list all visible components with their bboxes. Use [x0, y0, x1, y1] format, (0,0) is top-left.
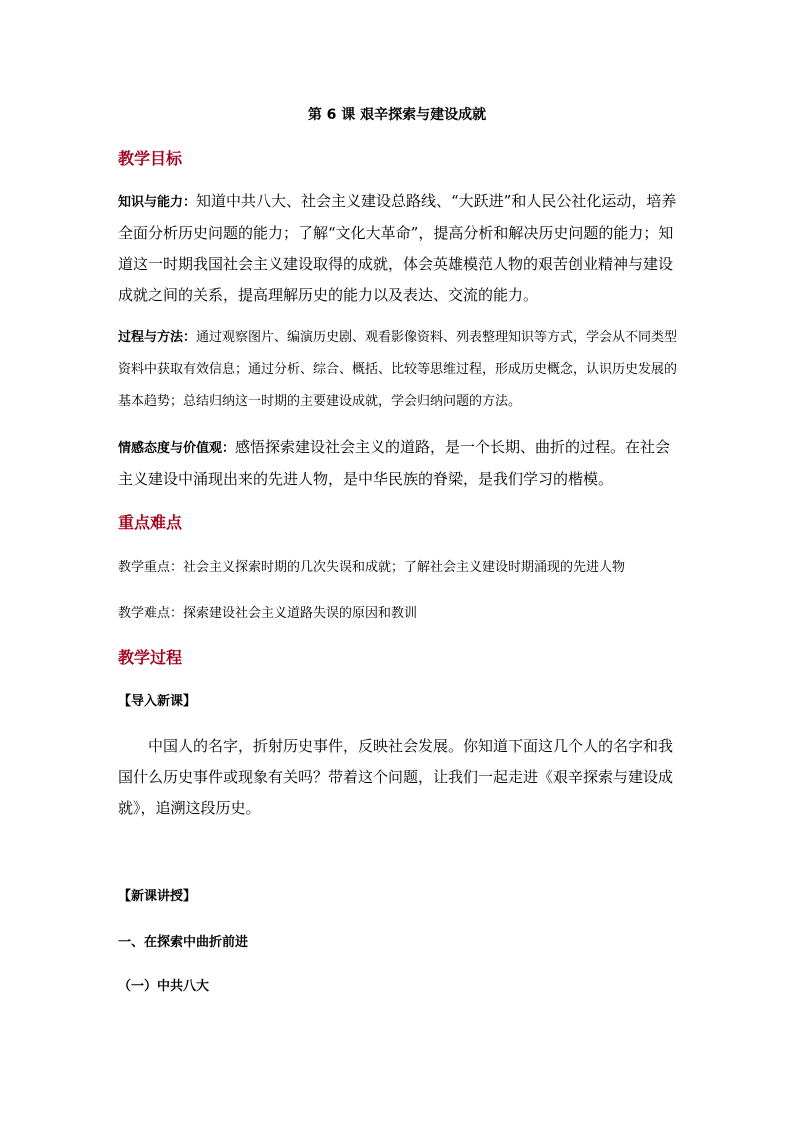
knowledge-label: 知识与能力：: [118, 195, 197, 210]
sub-one-heading: （一）中共八大: [118, 979, 210, 994]
emotion-paragraph: [118, 432, 678, 495]
teaching-difficulty: 教学难点：探索建设社会主义道路失误的原因和教训: [118, 606, 418, 621]
knowledge-paragraph: [118, 186, 678, 311]
knowledge-text: 知道中共八大、社会主义建设总路线、“大跃进”和人民公社化运动，培养全面分析历史问题的能力；了解“文化大革命”，提高分析和解决历史问题的能力；知道这一时期我国社会主义建设取得的成就，体会英雄模范人物的艰苦创业精神与建设成就之间的关系，提高理解历史的能力以及表达、交流的能力。: [118, 192, 677, 304]
objectives-heading: 教学目标: [118, 149, 183, 168]
process-method-paragraph: [118, 322, 678, 418]
process-method-text: 通过观察图片、编演历史剧、观看影像资料、列表整理知识等方式，学会从不同类型资料中获取有效信息；通过分析、综合、概括、比较等思维过程，形成历史概念，认识历史发展的基本趋势；总结归纳这一时期的主要建设成就，学会归纳问题的方法。: [118, 330, 678, 409]
emotion-label: 情感态度与价值观：: [118, 441, 236, 456]
emotion-text: 感悟探索建设社会主义的道路，是一个长期、曲折的过程。在社会主义建设中涌现出来的先进人物，是中华民族的脊梁，是我们学习的楷模。: [118, 438, 671, 488]
process-method-label: 过程与方法：: [118, 330, 197, 345]
teaching-focus: 教学重点：社会主义探索时期的几次失误和成就；了解社会主义建设时期涌现的先进人物: [118, 560, 626, 575]
intro-label: 【导入新课】: [118, 694, 197, 709]
teaching-process-heading: 教学过程: [118, 648, 183, 667]
intro-paragraph: 中国人的名字，折射历史事件，反映社会发展。你知道下面这几个人的名字和我国什么历史事件或现象有关吗？带着这个问题，让我们一起走进《艰辛探索与建设成就》，追溯这段历史。: [118, 737, 674, 817]
key-points-heading: 重点难点: [118, 513, 183, 532]
page-title: 第 6 课 艰辛探索与建设成就: [307, 107, 487, 123]
new-lesson-label: 【新课讲授】: [118, 889, 197, 904]
part-one-heading: 一、在探索中曲折前进: [118, 935, 249, 950]
